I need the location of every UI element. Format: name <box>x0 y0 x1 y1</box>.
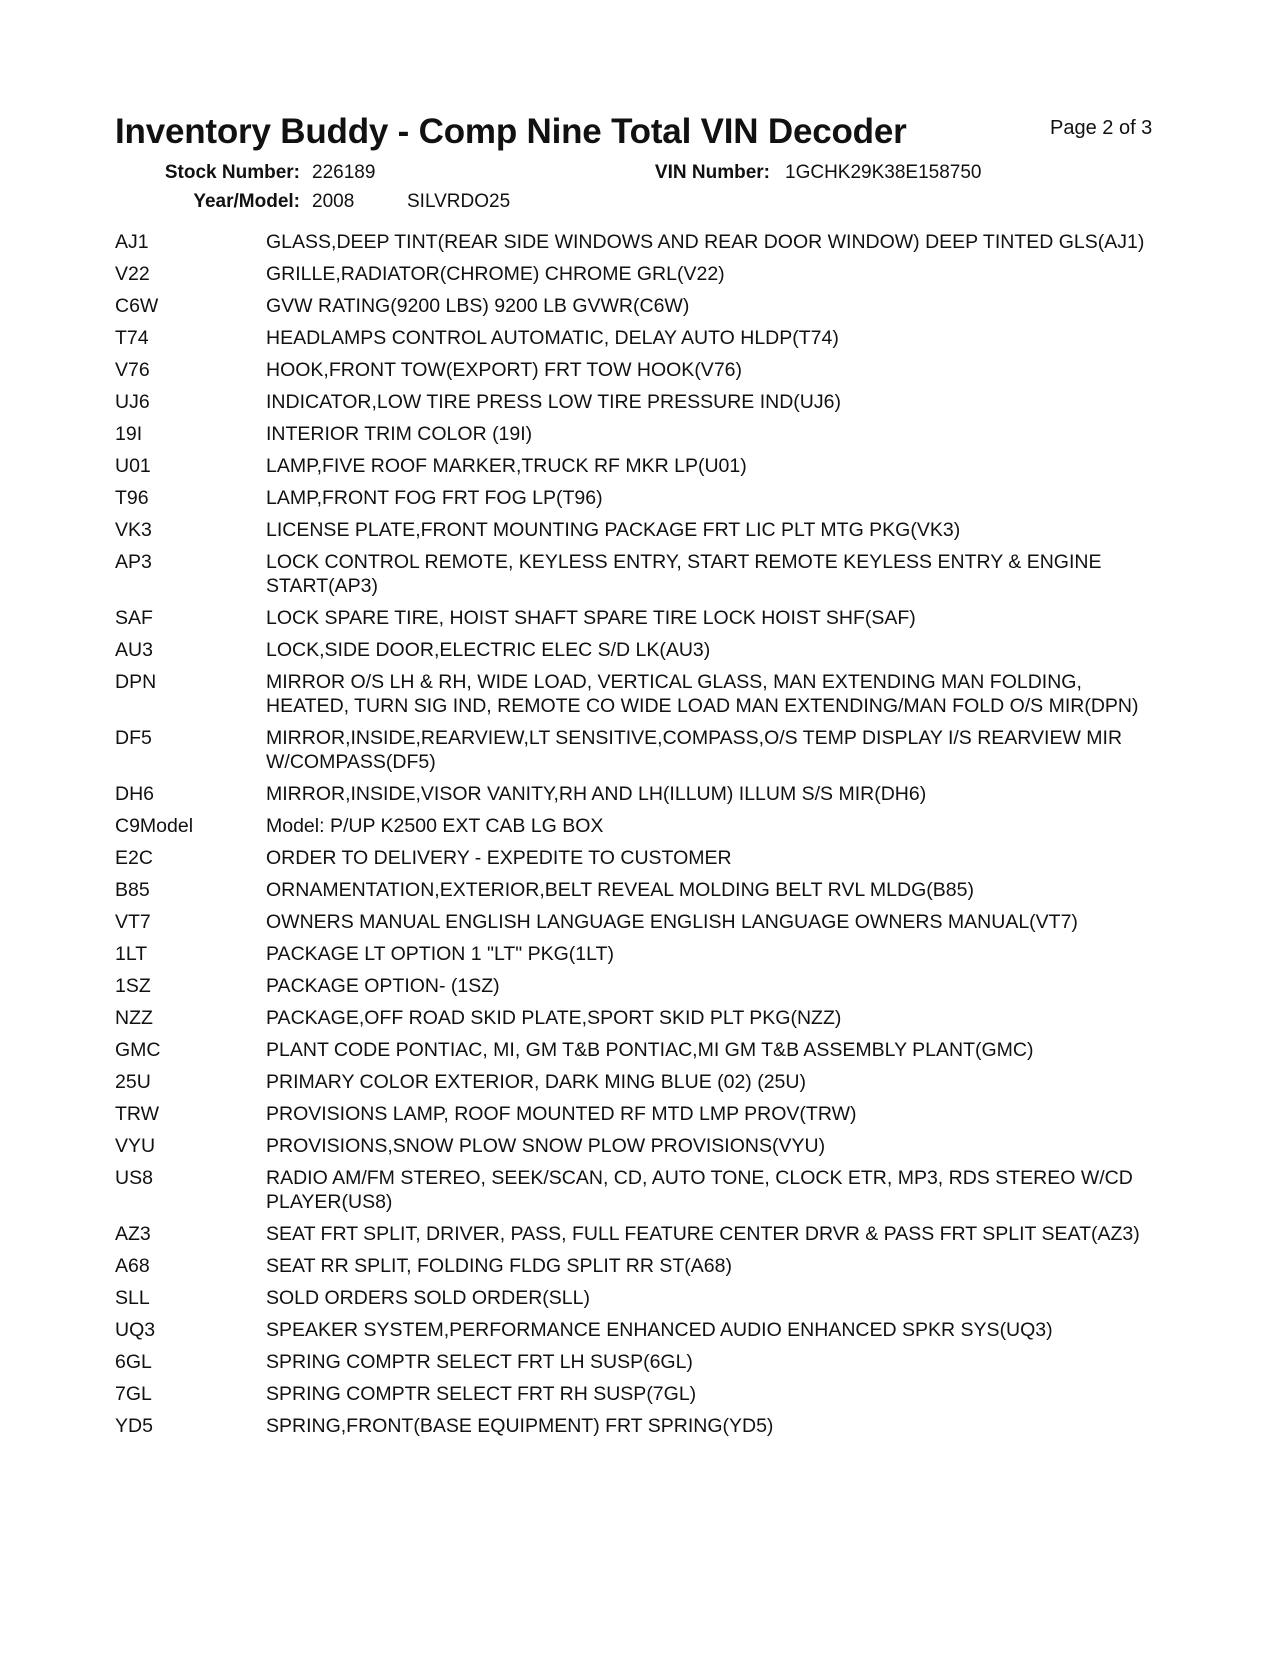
option-row <box>115 974 1175 998</box>
option-row <box>115 326 1175 350</box>
option-row <box>115 1166 1175 1214</box>
option-code: DF5 <box>115 727 152 749</box>
option-code: UJ6 <box>115 391 150 413</box>
option-row <box>115 1070 1175 1094</box>
option-code: VT7 <box>115 911 151 933</box>
options-list <box>115 230 1175 1446</box>
option-description: RADIO AM/FM STEREO, SEEK/SCAN, CD, AUTO TONE, CLOCK ETR, MP3, RDS STEREO W/CD PLAYER(US8) <box>266 1167 1133 1213</box>
option-row <box>115 390 1175 414</box>
option-row <box>115 726 1175 774</box>
option-row <box>115 910 1175 934</box>
option-row <box>115 358 1175 382</box>
option-code: AP3 <box>115 551 152 573</box>
option-description: HOOK,FRONT TOW(EXPORT) FRT TOW HOOK(V76) <box>266 359 742 381</box>
option-description: SEAT FRT SPLIT, DRIVER, PASS, FULL FEATURE CENTER DRVR & PASS FRT SPLIT SEAT(AZ3) <box>266 1223 1140 1245</box>
option-description: INDICATOR,LOW TIRE PRESS LOW TIRE PRESSURE IND(UJ6) <box>266 391 841 413</box>
vin-number-value: 1GCHK29K38E158750 <box>785 162 982 183</box>
option-row <box>115 486 1175 510</box>
option-row <box>115 1222 1175 1246</box>
option-code: AJ1 <box>115 231 149 253</box>
option-description: GRILLE,RADIATOR(CHROME) CHROME GRL(V22) <box>266 263 725 285</box>
option-description: PROVISIONS LAMP, ROOF MOUNTED RF MTD LMP PROV(TRW) <box>266 1103 857 1125</box>
option-row <box>115 1414 1175 1438</box>
option-code: A68 <box>115 1255 150 1277</box>
option-description: Model: P/UP K2500 EXT CAB LG BOX <box>266 815 604 837</box>
option-row <box>115 294 1175 318</box>
page-number: Page 2 of 3 <box>1050 117 1153 139</box>
option-description: SPRING,FRONT(BASE EQUIPMENT) FRT SPRING(YD5) <box>266 1415 774 1437</box>
option-row <box>115 670 1175 718</box>
option-code: C9Model <box>115 815 194 837</box>
year-value: 2008 <box>312 191 355 212</box>
option-row <box>115 942 1175 966</box>
option-code: VK3 <box>115 519 152 541</box>
option-description: PACKAGE OPTION- (1SZ) <box>266 975 500 997</box>
option-row <box>115 1006 1175 1030</box>
option-code: 25U <box>115 1071 151 1093</box>
option-row <box>115 1134 1175 1158</box>
option-row <box>115 454 1175 478</box>
option-description: MIRROR O/S LH & RH, WIDE LOAD, VERTICAL GLASS, MAN EXTENDING MAN FOLDING, HEATED, TURN SIG IND, REMOTE CO WIDE LOAD MAN EXTENDING/MAN FOLD O/S MIR(DPN) <box>266 671 1139 717</box>
option-code: 7GL <box>115 1383 152 1405</box>
option-code: AU3 <box>115 639 153 661</box>
option-description: GLASS,DEEP TINT(REAR SIDE WINDOWS AND REAR DOOR WINDOW) DEEP TINTED GLS(AJ1) <box>266 231 1145 253</box>
option-row <box>115 1318 1175 1342</box>
option-code: NZZ <box>115 1007 153 1029</box>
option-description: ORDER TO DELIVERY - EXPEDITE TO CUSTOMER <box>266 847 732 869</box>
option-description: GVW RATING(9200 LBS) 9200 LB GVWR(C6W) <box>266 295 690 317</box>
option-code: V76 <box>115 359 150 381</box>
option-code: US8 <box>115 1167 153 1189</box>
option-code: SAF <box>115 607 153 629</box>
option-code: DH6 <box>115 783 155 805</box>
option-description: SOLD ORDERS SOLD ORDER(SLL) <box>266 1287 590 1309</box>
option-code: V22 <box>115 263 150 285</box>
option-code: T96 <box>115 487 149 509</box>
option-description: INTERIOR TRIM COLOR (19I) <box>266 423 533 445</box>
option-code: GMC <box>115 1039 161 1061</box>
option-row <box>115 1350 1175 1374</box>
option-description: LAMP,FIVE ROOF MARKER,TRUCK RF MKR LP(U01) <box>266 455 747 477</box>
option-code: 1LT <box>115 943 148 965</box>
option-code: SLL <box>115 1287 150 1309</box>
option-code: DPN <box>115 671 157 693</box>
option-description: SPEAKER SYSTEM,PERFORMANCE ENHANCED AUDIO ENHANCED SPKR SYS(UQ3) <box>266 1319 1053 1341</box>
option-code: 19I <box>115 423 143 445</box>
year-model-label: Year/Model: <box>193 191 300 212</box>
option-row <box>115 878 1175 902</box>
vin-number-label: VIN Number: <box>654 162 770 183</box>
option-description: OWNERS MANUAL ENGLISH LANGUAGE ENGLISH LANGUAGE OWNERS MANUAL(VT7) <box>266 911 1078 933</box>
option-row <box>115 1382 1175 1406</box>
option-code: TRW <box>115 1103 160 1125</box>
option-code: T74 <box>115 327 149 349</box>
option-description: MIRROR,INSIDE,REARVIEW,LT SENSITIVE,COMPASS,O/S TEMP DISPLAY I/S REARVIEW MIR W/COMPASS(DF5) <box>266 727 1123 773</box>
option-row <box>115 518 1175 542</box>
page-title: Inventory Buddy - Comp Nine Total VIN Decoder <box>115 112 907 151</box>
option-description: LOCK SPARE TIRE, HOIST SHAFT SPARE TIRE LOCK HOIST SHF(SAF) <box>266 607 916 629</box>
option-description: LOCK CONTROL REMOTE, KEYLESS ENTRY, START REMOTE KEYLESS ENTRY & ENGINE START(AP3) <box>266 551 1102 597</box>
option-row <box>115 262 1175 286</box>
option-description: PLANT CODE PONTIAC, MI, GM T&B PONTIAC,MI GM T&B ASSEMBLY PLANT(GMC) <box>266 1039 1034 1061</box>
model-value: SILVRDO25 <box>407 191 511 212</box>
option-row <box>115 1286 1175 1310</box>
option-description: ORNAMENTATION,EXTERIOR,BELT REVEAL MOLDING BELT RVL MLDG(B85) <box>266 879 974 901</box>
option-code: C6W <box>115 295 159 317</box>
option-row <box>115 782 1175 806</box>
option-code: 6GL <box>115 1351 152 1373</box>
option-description: SPRING COMPTR SELECT FRT RH SUSP(7GL) <box>266 1383 697 1405</box>
option-code: UQ3 <box>115 1319 156 1341</box>
option-row <box>115 1254 1175 1278</box>
option-code: U01 <box>115 455 151 477</box>
option-row <box>115 606 1175 630</box>
option-code: VYU <box>115 1135 156 1157</box>
option-description: LOCK,SIDE DOOR,ELECTRIC ELEC S/D LK(AU3) <box>266 639 711 661</box>
option-row <box>115 814 1175 838</box>
option-row <box>115 1102 1175 1126</box>
option-description: SEAT RR SPLIT, FOLDING FLDG SPLIT RR ST(A68) <box>266 1255 732 1277</box>
option-code: 1SZ <box>115 975 151 997</box>
option-row <box>115 1038 1175 1062</box>
option-description: PROVISIONS,SNOW PLOW SNOW PLOW PROVISIONS(VYU) <box>266 1135 826 1157</box>
option-row <box>115 638 1175 662</box>
option-description: PRIMARY COLOR EXTERIOR, DARK MING BLUE (02) (25U) <box>266 1071 806 1093</box>
option-description: PACKAGE LT OPTION 1 "LT" PKG(1LT) <box>266 943 614 965</box>
option-description: HEADLAMPS CONTROL AUTOMATIC, DELAY AUTO HLDP(T74) <box>266 327 839 349</box>
option-code: YD5 <box>115 1415 153 1437</box>
option-description: LAMP,FRONT FOG FRT FOG LP(T96) <box>266 487 603 509</box>
stock-number-value: 226189 <box>312 162 376 183</box>
option-row <box>115 550 1175 598</box>
option-row <box>115 422 1175 446</box>
stock-number-label: Stock Number: <box>164 162 300 183</box>
option-row <box>115 846 1175 870</box>
option-row <box>115 230 1175 254</box>
option-description: MIRROR,INSIDE,VISOR VANITY,RH AND LH(ILLUM) ILLUM S/S MIR(DH6) <box>266 783 927 805</box>
option-description: PACKAGE,OFF ROAD SKID PLATE,SPORT SKID PLT PKG(NZZ) <box>266 1007 842 1029</box>
option-description: SPRING COMPTR SELECT FRT LH SUSP(6GL) <box>266 1351 693 1373</box>
option-code: AZ3 <box>115 1223 151 1245</box>
option-description: LICENSE PLATE,FRONT MOUNTING PACKAGE FRT LIC PLT MTG PKG(VK3) <box>266 519 961 541</box>
option-code: E2C <box>115 847 153 869</box>
option-code: B85 <box>115 879 150 901</box>
